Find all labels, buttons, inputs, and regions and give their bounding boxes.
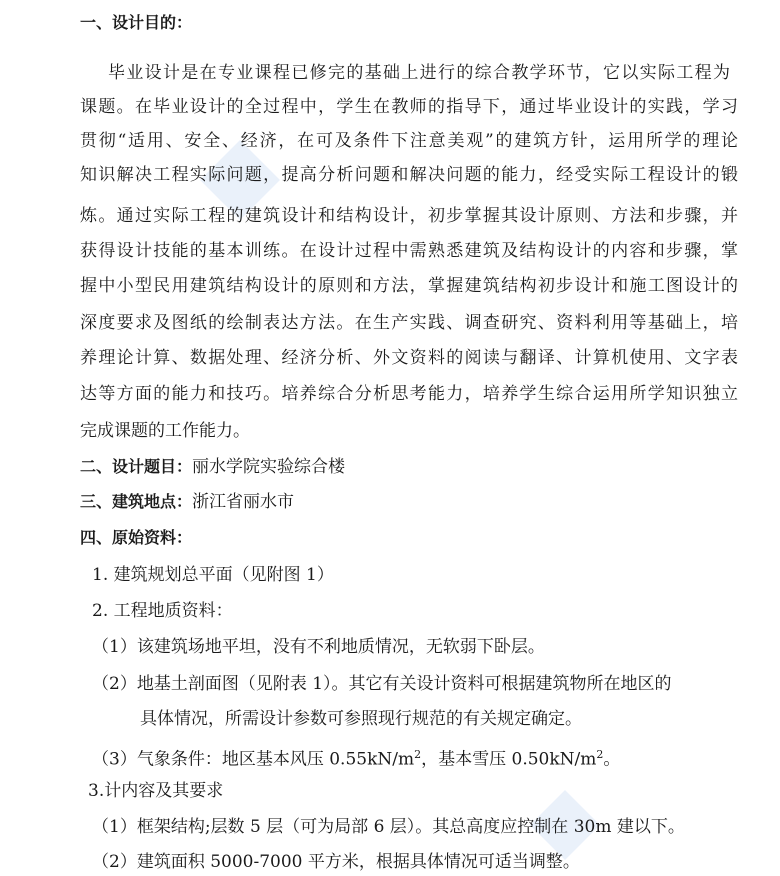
- period-text: 。: [603, 749, 621, 770]
- section-heading: 一、设计目的：: [80, 13, 193, 32]
- site-value: 浙江省丽水市: [192, 492, 295, 512]
- superscript: 2: [596, 748, 604, 761]
- paragraph-line: 获得设计技能的基本训练。在设计过程中需熟悉建筑及结构设计的内容和步骤，掌: [80, 241, 738, 261]
- wind-pressure-text: （3）气象条件：地区基本风压 0.55kN/m: [92, 749, 415, 770]
- sub-list-item: （2）建筑面积 5000-7000 平方米，根据具体情况可适当调整。: [92, 852, 580, 872]
- sub-list-item: （1）该建筑场地平坦，没有不利地质情况，无软弱下卧层。: [92, 637, 545, 657]
- design-title-value: 丽水学院实验综合楼: [192, 457, 346, 477]
- weather-conditions: [92, 744, 620, 771]
- list-item: 3.计内容及其要求: [88, 781, 224, 801]
- paragraph-line: 贯彻“适用、安全、经济，在可及条件下注意美观”的建筑方针，运用所学的理论: [80, 131, 738, 151]
- list-item: 1. 建筑规划总平面（见附图 1）: [92, 565, 334, 585]
- paragraph-line: 课题。在毕业设计的全过程中，学生在教师的指导下，通过毕业设计的实践，学习: [80, 97, 738, 117]
- paragraph-line: 炼。通过实际工程的建筑设计和结构设计，初步掌握其设计原则、方法和步骤，并: [80, 206, 738, 226]
- sub-list-item: （2）地基土剖面图（见附表 1）。其它有关设计资料可根据建筑物所在地区的: [92, 674, 672, 694]
- paragraph-line: 深度要求及图纸的绘制表达方法。在生产实践、调查研究、资料利用等基础上，培: [80, 313, 738, 333]
- sub-list-item-continuation: 具体情况，所需设计参数可参照现行规范的有关规定确定。: [140, 709, 582, 729]
- paragraph-line: 完成课题的工作能力。: [80, 421, 250, 441]
- sub-list-item: （1）框架结构;层数 5 层（可为局部 6 层）。其总高度应控制在 30m 建以下。: [92, 817, 685, 837]
- site-row: [80, 491, 294, 513]
- superscript: 2: [414, 748, 422, 761]
- section-heading: 四、原始资料：: [80, 528, 193, 547]
- paragraph-line: 握中小型民用建筑结构设计的原则和方法，掌握建筑结构初步设计和施工图设计的: [80, 276, 738, 296]
- design-title-row: [80, 456, 345, 478]
- paragraph-line: 毕业设计是在专业课程已修完的基础上进行的综合教学环节，它以实际工程为: [108, 63, 730, 83]
- paragraph-line: 达等方面的能力和技巧。培养综合分析思考能力，培养学生综合运用所学知识独立: [80, 384, 738, 404]
- paragraph-line: 养理论计算、数据处理、经济分析、外文资料的阅读与翻译、计算机使用、文字表: [80, 348, 738, 368]
- site-label: 三、建筑地点：: [80, 492, 193, 511]
- list-item: 2. 工程地质资料：: [92, 601, 233, 621]
- paragraph-line: 知识解决工程实际问题，提高分析问题和解决问题的能力，经受实际工程设计的锻: [80, 165, 738, 185]
- design-title-label: 二、设计题目：: [80, 457, 193, 476]
- snow-pressure-text: ，基本雪压 0.50kN/m: [421, 749, 597, 770]
